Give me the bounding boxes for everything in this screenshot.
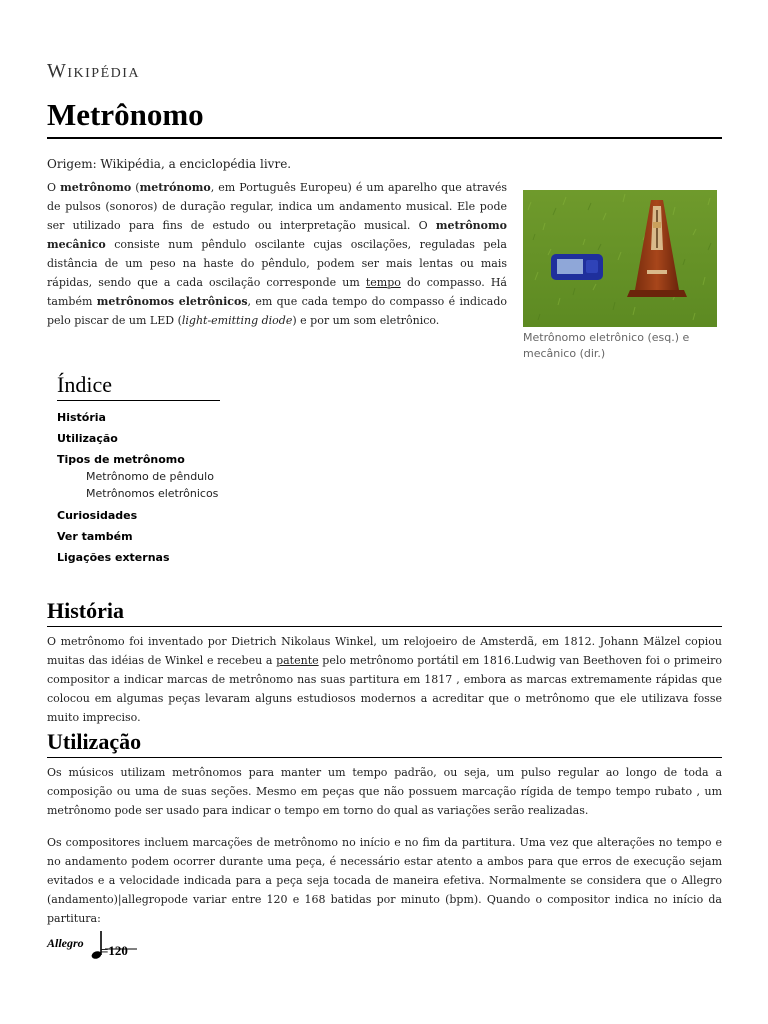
text-run: , em que cada tempo do compasso é indicado pelo piscar de um LED (	[47, 295, 507, 327]
utilizacao-paragraph-2: Os compositores incluem marcações de metrônomo no início e no fim da partitura. Uma vez que alterações no tempo e no andamento podem ocorrer durante uma peça, é necessário estar atento a ambos para que erros de execução sejam evitados e a velocidade indicada para a peça seja tocada de maneira efetiva. Normalmente se considera que o Allegro (andamento)|allegropode variar entre 120 e 168 batidas por minuto (bpm). Quando o compositor indica no início da partitura:	[47, 836, 722, 925]
text-run: metrônomos eletrônicos	[96, 295, 248, 308]
tempo-marking-word: Allegro	[47, 936, 84, 950]
toc-item-utilizacao[interactable]: Utilização	[57, 432, 118, 445]
text-run: light-emitting diode	[181, 314, 293, 327]
table-of-contents	[57, 372, 297, 568]
toc-item-tipos[interactable]: Tipos de metrônomo	[57, 453, 185, 466]
text-run: ) e por um som eletrônico.	[292, 314, 440, 327]
figure-caption: Metrônomo eletrônico (esq.) e mecânico (dir.)	[523, 331, 690, 360]
infobox-figure	[523, 190, 717, 362]
toc-item-ver-tambem[interactable]: Ver também	[57, 530, 133, 543]
text-run: metrónomo	[139, 181, 211, 194]
tempo-marking-value: =120	[101, 943, 128, 958]
inline-link[interactable]: tempo	[365, 276, 401, 289]
text-run: O	[47, 181, 61, 194]
text-run: , em Português Europeu) é um aparelho que através de pulsos (sonoros) de duração regular, indica um andamento musical. Ele pode ser utilizado para fins de estudo ou interpretação musical. O	[47, 181, 508, 232]
text-run: metrônomo mecânico	[47, 219, 507, 251]
toc-item-curiosidades[interactable]: Curiosidades	[57, 509, 138, 522]
section-heading-utilizacao: Utilização	[47, 727, 722, 758]
toc-title: Índice	[57, 372, 220, 401]
page-title: Metrônomo	[47, 96, 722, 139]
intro-paragraph	[47, 178, 507, 330]
toc-subitem-pendulo[interactable]: Metrônomo de pêndulo	[86, 470, 214, 483]
toc-item-historia[interactable]: História	[57, 411, 106, 424]
toc-item-ligacoes[interactable]: Ligações externas	[57, 551, 170, 564]
toc-subitem-eletronicos[interactable]: Metrônomos eletrônicos	[86, 487, 219, 500]
origin-line: Origem: Wikipédia, a enciclopédia livre.	[47, 157, 292, 171]
wikipedia-logo[interactable]: Wikipédia	[47, 60, 141, 82]
text-run: pelo metrônomo portátil em 1816.Ludwig van Beethoven foi o primeiro compositor a indicar marcas de metrônomo nas suas partitura em 1817 , embora as marcas extremamente rápidas que colocou em algumas peças levaram alguns estudiosos modernos a acreditar que o metrônomo que ele utilizava fosse muito impreciso.	[47, 654, 722, 724]
section-heading-historia: História	[47, 596, 722, 627]
text-run: consiste num pêndulo oscilante cujas oscilações, reguladas pela distância de um peso na haste do pêndulo, podem ser mais lentas ou mais rápidas, sendo que a cada oscilação corresponde um	[47, 238, 507, 289]
text-run: (	[131, 181, 140, 194]
utilizacao-paragraph-1: Os músicos utilizam metrônomos para manter um tempo padrão, ou seja, um pulso regular ao longo de toda a composição ou uma de suas seções. Mesmo em peças que não possuem marcação rígida de tempo tempo rubato , um metrônomo pode ser usado para indicar o tempo em torno do qual as variações serão realizadas.	[47, 766, 722, 817]
inline-link[interactable]: patente	[276, 654, 319, 667]
metronome-photo[interactable]	[523, 190, 717, 327]
text-run: do compasso. Há também	[47, 276, 507, 308]
text-run: metrônomo	[60, 181, 132, 194]
historia-paragraph	[47, 632, 722, 727]
text-run: O metrônomo foi inventado por Dietrich Nikolaus Winkel, um relojoeiro de Amsterdã, em 1812. Johann Mälzel copiou muitas das idéias de Winkel e recebeu a	[47, 635, 722, 667]
